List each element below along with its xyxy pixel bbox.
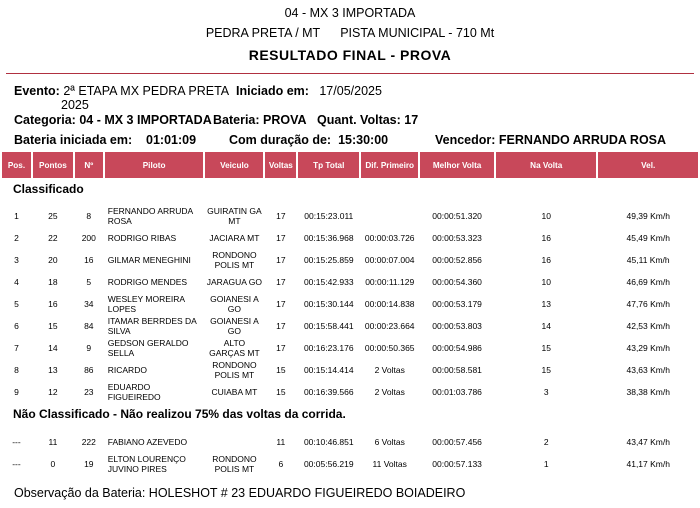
total-time-cell: 00:15:23.011 <box>304 211 354 221</box>
gap-cell: 00:00:14.838 <box>364 299 415 309</box>
position-cell: 4 <box>14 277 19 287</box>
position-cell: 9 <box>14 387 19 397</box>
vehicle-cell: ALTO GARÇAS MT <box>209 338 260 358</box>
pilot-cell: ITAMAR BERRDES DA SILVA <box>107 316 197 336</box>
points-cell: 18 <box>48 277 58 287</box>
position-cell: 3 <box>14 255 19 265</box>
table-row <box>2 453 698 475</box>
position-cell: 2 <box>14 233 19 243</box>
column-header[interactable]: Nº <box>75 152 103 178</box>
best-lap-cell: 00:00:51.320 <box>432 211 482 221</box>
gap-cell: 00:00:07.004 <box>364 255 415 265</box>
number-cell: 84 <box>84 321 94 331</box>
categoria-label: Categoria: <box>14 113 76 127</box>
total-time-cell: 00:10:46.851 <box>303 437 354 447</box>
laps-cell: 17 <box>276 321 286 331</box>
points-cell: 0 <box>50 459 56 469</box>
laps-cell: 15 <box>276 365 286 375</box>
points-cell: 13 <box>48 365 58 375</box>
best-lap-number-cell: 14 <box>541 321 551 331</box>
gap-cell: 00:00:50.365 <box>364 343 415 353</box>
bateria-label: Bateria: <box>213 113 260 127</box>
position-cell: --- <box>12 437 21 447</box>
column-header[interactable]: Pontos <box>33 152 73 178</box>
column-header[interactable]: Melhor Volta <box>420 152 494 178</box>
battery-observation: Observação da Bateria: HOLESHOT # 23 EDUARDO FIGUEIREDO BOIADEIRO <box>14 486 466 500</box>
section-not-classified-row <box>2 403 698 425</box>
number-cell: 86 <box>84 365 94 375</box>
table-row <box>2 293 698 315</box>
column-header[interactable]: Tp Total <box>298 152 359 178</box>
table-row <box>2 337 698 359</box>
best-lap-cell: 00:00:53.803 <box>432 321 482 331</box>
best-lap-number-cell: 3 <box>543 387 549 397</box>
speed-cell: 38,38 Km/h <box>626 387 670 397</box>
table-row <box>2 359 698 381</box>
best-lap-number-cell: 1 <box>543 459 549 469</box>
speed-cell: 41,17 Km/h <box>626 459 670 469</box>
speed-cell: 45,49 Km/h <box>626 233 670 243</box>
total-time-cell: 00:15:25.859 <box>303 255 354 265</box>
evento-label: Evento: <box>14 84 60 98</box>
laps-cell: 17 <box>276 211 286 221</box>
pilot-cell: EDUARDO FIGUEIREDO <box>107 382 161 402</box>
points-cell: 15 <box>48 321 58 331</box>
column-header[interactable]: Vel. <box>598 152 698 178</box>
table-row <box>2 381 698 403</box>
number-cell: 8 <box>86 211 92 221</box>
pilot-cell: GILMAR MENEGHINI <box>107 255 191 265</box>
vehicle-cell: JARAGUA GO <box>206 277 263 287</box>
voltas-label: Quant. Voltas: <box>317 113 401 127</box>
vehicle-cell <box>205 431 263 453</box>
vehicle-cell: GOIANESI A GO <box>210 316 259 336</box>
categoria-value: 04 - MX 3 IMPORTADA <box>79 113 212 127</box>
pilot-cell: ELTON LOURENÇO JUVINO PIRES <box>107 454 186 474</box>
gap-cell: 6 Voltas <box>374 437 405 447</box>
categoria-field <box>14 113 212 127</box>
table-row <box>2 227 698 249</box>
voltas-field <box>317 113 418 127</box>
voltas-value: 17 <box>404 113 419 127</box>
best-lap-cell: 00:01:03.786 <box>432 387 482 397</box>
evento-field <box>14 84 229 98</box>
best-lap-number-cell: 16 <box>541 255 551 265</box>
bateria-value: PROVA <box>263 113 307 127</box>
pilot-cell: WESLEY MOREIRA LOPES <box>107 294 185 314</box>
speed-cell: 46,69 Km/h <box>626 277 670 287</box>
best-lap-cell: 00:00:58.581 <box>432 365 482 375</box>
pilot-cell: GEDSON GERALDO SELLA <box>107 338 189 358</box>
points-cell: 11 <box>48 437 58 447</box>
best-lap-cell: 00:00:52.856 <box>432 255 482 265</box>
total-time-cell: 00:16:39.566 <box>303 387 354 397</box>
duracao-field <box>229 133 388 147</box>
number-cell: 200 <box>81 233 96 243</box>
best-lap-number-cell: 10 <box>541 211 551 221</box>
column-header[interactable]: Pos. <box>2 152 31 178</box>
laps-cell: 15 <box>276 387 286 397</box>
vehicle-cell: RONDONO POLIS MT <box>212 360 257 380</box>
iniciado-value: 17/05/2025 <box>319 84 382 98</box>
column-header[interactable]: Na Volta <box>496 152 596 178</box>
gap-cell: 2 Voltas <box>374 387 405 397</box>
title-divider <box>6 73 694 74</box>
track-label: PISTA MUNICIPAL - 710 Mt <box>340 26 495 40</box>
gap-cell <box>361 205 418 227</box>
section-classified-row <box>2 178 698 199</box>
duracao-label: Com duração de: <box>229 133 332 147</box>
best-lap-cell: 00:00:57.133 <box>432 459 482 469</box>
best-lap-number-cell: 15 <box>541 365 551 375</box>
column-header[interactable]: Veiculo <box>205 152 263 178</box>
speed-cell: 47,76 Km/h <box>626 299 670 309</box>
position-cell: 1 <box>14 211 19 221</box>
speed-cell: 43,63 Km/h <box>626 365 670 375</box>
pilot-cell: RODRIGO RIBAS <box>107 233 177 243</box>
position-cell: 6 <box>14 321 19 331</box>
position-cell: --- <box>12 459 21 469</box>
pilot-cell: FABIANO AZEVEDO <box>107 437 188 447</box>
results-table <box>0 152 700 475</box>
best-lap-cell: 00:00:53.179 <box>432 299 482 309</box>
evento-value-year: 2025 <box>61 98 89 112</box>
column-header[interactable]: Voltas <box>265 152 296 178</box>
speed-cell: 43,29 Km/h <box>626 343 670 353</box>
location-heading <box>0 26 700 40</box>
position-cell: 8 <box>14 365 19 375</box>
number-cell: 16 <box>84 255 94 265</box>
bateria-field <box>213 113 307 127</box>
pilot-cell: RICARDO <box>107 365 147 375</box>
table-row <box>2 315 698 337</box>
number-cell: 23 <box>84 387 94 397</box>
best-lap-number-cell: 16 <box>541 233 551 243</box>
laps-cell: 17 <box>276 343 286 353</box>
number-cell: 19 <box>84 459 94 469</box>
vencedor-field <box>435 133 666 147</box>
laps-cell: 6 <box>278 459 284 469</box>
position-cell: 5 <box>14 299 19 309</box>
best-lap-number-cell: 10 <box>541 277 551 287</box>
vencedor-value: FERNANDO ARRUDA ROSA <box>498 133 667 147</box>
iniciado-field <box>236 84 382 98</box>
pilot-cell: FERNANDO ARRUDA ROSA <box>107 206 193 226</box>
section-not-classified-title: Não Classificado - Não realizou 75% das voltas da corrida. <box>13 407 346 421</box>
points-cell: 22 <box>48 233 58 243</box>
laps-cell: 11 <box>276 437 286 447</box>
vehicle-cell: GOIANESI A GO <box>210 294 259 314</box>
city-label: PEDRA PRETA / MT <box>205 26 321 40</box>
vehicle-cell: RONDONO POLIS MT <box>212 250 257 270</box>
bateria-inicio-value: 01:01:09 <box>146 133 197 147</box>
duracao-value: 15:30:00 <box>338 133 389 147</box>
total-time-cell: 00:15:30.144 <box>303 299 354 309</box>
gap-cell: 11 Voltas <box>372 459 407 469</box>
total-time-cell: 00:15:42.933 <box>303 277 354 287</box>
table-row <box>2 249 698 271</box>
total-time-cell: 00:15:36.968 <box>303 233 354 243</box>
best-lap-number-cell: 13 <box>541 299 551 309</box>
points-cell: 12 <box>48 387 58 397</box>
laps-cell: 17 <box>276 233 286 243</box>
gap-cell: 2 Voltas <box>374 365 405 375</box>
total-time-cell: 00:15:58.441 <box>303 321 354 331</box>
speed-cell: 43,47 Km/h <box>626 437 670 447</box>
speed-cell: 45,11 Km/h <box>626 255 670 265</box>
position-cell: 7 <box>14 343 19 353</box>
points-cell: 25 <box>48 211 58 221</box>
number-cell: 222 <box>81 437 96 447</box>
iniciado-label: Iniciado em: <box>236 84 309 98</box>
vehicle-cell: CUIABA MT <box>211 387 258 397</box>
gap-cell: 00:00:03.726 <box>364 233 415 243</box>
category-heading: 04 - MX 3 IMPORTADA <box>284 6 416 20</box>
page-title: RESULTADO FINAL - PROVA <box>248 47 452 63</box>
points-cell: 14 <box>48 343 58 353</box>
section-classified-title: Classificado <box>13 181 84 196</box>
vehicle-cell: GUIRATIN GA MT <box>207 206 262 226</box>
gap-cell: 00:00:23.664 <box>364 321 415 331</box>
table-row <box>2 431 698 453</box>
laps-cell: 17 <box>276 277 286 287</box>
total-time-cell: 00:16:23.176 <box>303 343 354 353</box>
best-lap-cell: 00:00:54.986 <box>432 343 482 353</box>
bateria-inicio-label: Bateria iniciada em: <box>14 133 133 147</box>
bateria-inicio-field <box>14 133 196 147</box>
table-row <box>2 205 698 227</box>
vencedor-label: Vencedor: <box>435 133 496 147</box>
total-time-cell: 00:15:14.414 <box>303 365 354 375</box>
number-cell: 34 <box>84 299 94 309</box>
number-cell: 5 <box>86 277 92 287</box>
vehicle-cell: RONDONO POLIS MT <box>212 454 257 474</box>
gap-cell: 00:00:11.129 <box>365 277 415 287</box>
number-cell: 9 <box>86 343 92 353</box>
best-lap-number-cell: 15 <box>541 343 551 353</box>
column-header[interactable]: Piloto <box>105 152 204 178</box>
evento-value: 2ª ETAPA MX PEDRA PRETA <box>63 84 230 98</box>
pilot-cell: RODRIGO MENDES <box>107 277 188 287</box>
vehicle-cell: JACIARA MT <box>209 233 260 243</box>
column-header[interactable]: Dif. Primeiro <box>361 152 418 178</box>
laps-cell: 17 <box>276 299 286 309</box>
best-lap-cell: 00:00:53.323 <box>432 233 482 243</box>
total-time-cell: 00:05:56.219 <box>303 459 354 469</box>
best-lap-cell: 00:00:57.456 <box>432 437 482 447</box>
points-cell: 16 <box>48 299 58 309</box>
best-lap-cell: 00:00:54.360 <box>432 277 482 287</box>
points-cell: 20 <box>48 255 58 265</box>
speed-cell: 49,39 Km/h <box>626 211 670 221</box>
laps-cell: 17 <box>276 255 286 265</box>
speed-cell: 42,53 Km/h <box>626 321 670 331</box>
best-lap-number-cell: 2 <box>543 437 549 447</box>
table-header-row <box>2 152 698 178</box>
table-row <box>2 271 698 293</box>
